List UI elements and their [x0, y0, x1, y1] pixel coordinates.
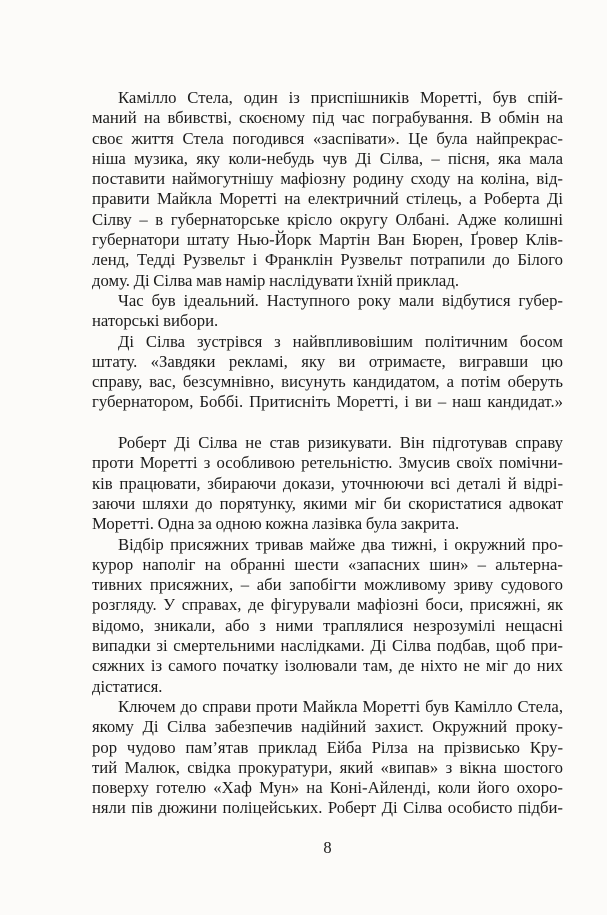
- text-line: тивних присяжних, – аби запобігти можливому зриву судового: [92, 575, 563, 595]
- text-line: Ключем до справи проти Майкла Моретті був Камілло Стела,: [118, 696, 563, 716]
- text-line: Камілло Стела, один із приспішників Моретті, був спій-: [118, 88, 563, 107]
- text-line: курор наполіг на обранні шести «запасних шин» – альтерна-: [92, 554, 563, 574]
- page-text: [92, 88, 563, 819]
- text-line: маний на вбивстві, скоєному під час пограбування. В обмін на: [92, 108, 563, 128]
- text-line: своє життя Стела погодився «заспівати». Це була найпрекрас-: [92, 128, 563, 148]
- paragraph: [92, 88, 563, 291]
- paragraph: [92, 433, 563, 534]
- text-line: губернатори штату Нью-Йорк Мартін Ван Бюрен, Ґровер Клів-: [92, 230, 563, 250]
- text-line: ніша музика, яку коли-небудь чув Ді Сілва, – пісня, яка мала: [92, 148, 563, 168]
- paragraph: [92, 332, 563, 413]
- text-line: справу, вас, безсумнівно, висунуть кандидатом, а потім оберуть: [92, 372, 563, 392]
- text-line: якому Ді Сілва забезпечив надійний захист. Окружний проку-: [92, 717, 563, 737]
- text-line: Роберт Ді Сілва не став ризикувати. Він підготував справу: [118, 433, 563, 453]
- text-line: наторські вибори.: [92, 311, 219, 331]
- paragraph: [92, 535, 563, 697]
- text-line: відомо, зникали, або з ними траплялися незрозумілі нещасні: [92, 615, 563, 635]
- text-line: губернатором, Боббі. Притисніть Моретті, і ви – наш кандидат.»: [92, 392, 563, 412]
- text-line: правити Майкла Моретті на електричний стілець, а Роберта Ді: [92, 189, 563, 209]
- text-line: поверху готелю «Хаф Мун» на Коні-Айленді, коли його охоро-: [92, 778, 563, 798]
- text-line: розгляду. У справах, де фігурували мафіозні боси, присяжні, як: [92, 595, 563, 615]
- text-line: ків працювати, збираючи докази, уточнюючи всі деталі й відрі-: [92, 473, 563, 493]
- text-line: поставити наймогутнішу мафіозну родину сходу на коліна, від-: [92, 169, 563, 189]
- text-line: дістатися.: [92, 676, 163, 696]
- text-line: Відбір присяжних тривав майже два тижні, і окружний про-: [118, 534, 563, 554]
- text-line: няли пів дюжини поліцейських. Роберт Ді Сілва особисто підби-: [92, 798, 563, 818]
- text-line: тий Малюк, свідка прокуратури, який «випав» з вікна шостого: [92, 757, 563, 777]
- text-line: штату. «Завдяки рекламі, яку ви отримаєте, вигравши цю: [92, 351, 563, 371]
- text-line: заючи шляхи до порятунку, якими міг би скористатися адвокат: [92, 493, 563, 513]
- paragraph: [92, 291, 563, 332]
- page-number: 8: [323, 838, 332, 857]
- text-line: Сілву – в губернаторське крісло округу Олбані. Адже колишні: [92, 209, 563, 229]
- text-line: Моретті. Одна за одною кожна лазівка була закрита.: [92, 514, 460, 534]
- paragraph: [92, 697, 563, 819]
- text-line: дому. Ді Сілва мав намір наслідувати їхній приклад.: [92, 270, 459, 290]
- text-line: проти Моретті з особливою ретельністю. Змусив своїх помічни-: [92, 453, 563, 473]
- text-line: випадки зі смертельними наслідками. Ді Сілва подбав, щоб при-: [92, 636, 563, 656]
- text-line: Час був ідеальний. Наступного року мали відбутися губер-: [118, 290, 563, 310]
- text-line: Ді Сілва зустрівся з найвпливовішим політичним босом: [118, 331, 563, 351]
- text-line: ленд, Тедді Рузвельт і Франклін Рузвельт потрапили до Білого: [92, 250, 563, 270]
- text-line: рор чудово пам’ятав приклад Ейба Рілза на прізвисько Кру-: [92, 737, 563, 757]
- text-line: сяжних із самого початку ізолювали там, де ніхто не міг до них: [92, 656, 563, 676]
